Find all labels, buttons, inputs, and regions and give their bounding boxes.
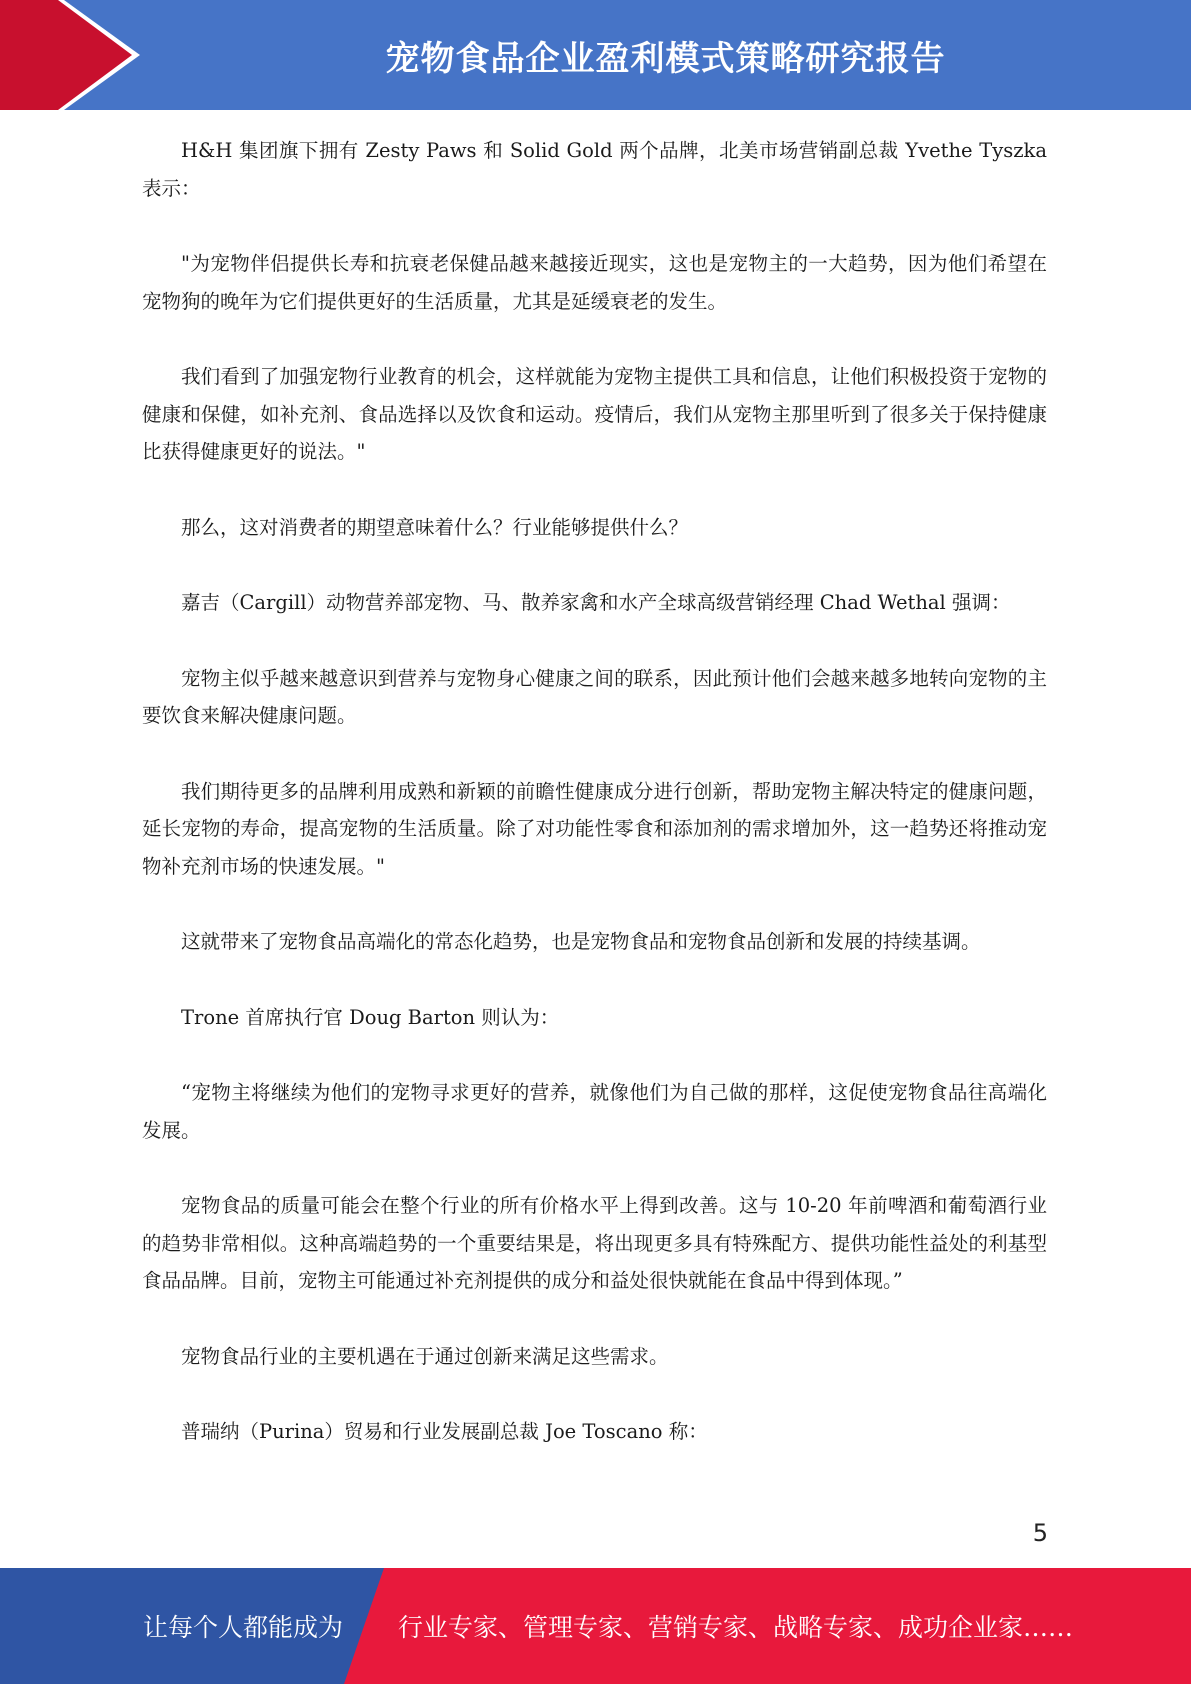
paragraph: 那么，这对消费者的期望意味着什么？行业能够提供什么？ xyxy=(181,515,689,539)
footer-slogan-right: 行业专家、管理专家、营销专家、战略专家、成功企业家…… xyxy=(398,1613,1074,1642)
paragraph: 我们期待更多的品牌利用成熟和新颖的前瞻性健康成分进行创新，帮助宠物主解决特定的健康问题，延长宠物的寿命，提高宠物的生活质量。除了对功能性零食和添加剂的需求增加外，这一趋势还将推动宠物补充剂市场的快速发展。" xyxy=(142,779,1047,878)
paragraph: 这就带来了宠物食品高端化的常态化趋势，也是宠物食品和宠物食品创新和发展的持续基调。 xyxy=(181,930,981,953)
page-number: 5 xyxy=(1032,1519,1048,1547)
report-title: 宠物食品企业盈利模式策略研究报告 xyxy=(385,38,946,79)
paragraph: Trone 首席执行官 Doug Barton 则认为： xyxy=(181,1005,560,1029)
paragraph: 我们看到了加强宠物行业教育的机会，这样就能为宠物主提供工具和信息，让他们积极投资于宠物的健康和保健，如补充剂、食品选择以及饮食和运动。疫情后，我们从宠物主那里听到了很多关于保持健康比获得健康更好的说法。" xyxy=(142,365,1047,463)
page-header xyxy=(0,0,1191,110)
page-footer xyxy=(0,1568,1191,1684)
paragraph: 宠物主似乎越来越意识到营养与宠物身心健康之间的联系，因此预计他们会越来越多地转向宠物的主要饮食来解决健康问题。 xyxy=(142,666,1047,727)
footer-slogan-left: 让每个人都能成为 xyxy=(143,1613,344,1642)
paragraph: 宠物食品行业的主要机遇在于通过创新来满足这些需求。 xyxy=(181,1344,669,1368)
paragraph: 宠物食品的质量可能会在整个行业的所有价格水平上得到改善。这与 10-20 年前啤酒和葡萄酒行业的趋势非常相似。这种高端趋势的一个重要结果是，将出现更多具有特殊配方、提供功能性益处的利基型食品品牌。目前，宠物主可能通过补充剂提供的成分和益处很快就能在食品中得到体现。” xyxy=(142,1194,1047,1292)
paragraph: H&H 集团旗下拥有 Zesty Paws 和 Solid Gold 两个品牌，北美市场营销副总裁 Yvethe Tyszka 表示： xyxy=(142,139,1047,200)
body-text xyxy=(142,132,1047,1489)
paragraph: "为宠物伴侣提供长寿和抗衰老保健品越来越接近现实，这也是宠物主的一大趋势，因为他们希望在宠物狗的晚年为它们提供更好的生活质量，尤其是延缓衰老的发生。 xyxy=(142,252,1047,313)
paragraph: 普瑞纳（Purina）贸易和行业发展副总裁 Joe Toscano 称： xyxy=(181,1420,708,1443)
paragraph: “宠物主将继续为他们的宠物寻求更好的营养，就像他们为自己做的那样，这促使宠物食品往高端化发展。 xyxy=(142,1081,1047,1142)
paragraph: 嘉吉（Cargill）动物营养部宠物、马、散养家禽和水产全球高级营销经理 Chad Wethal 强调： xyxy=(181,591,1011,614)
